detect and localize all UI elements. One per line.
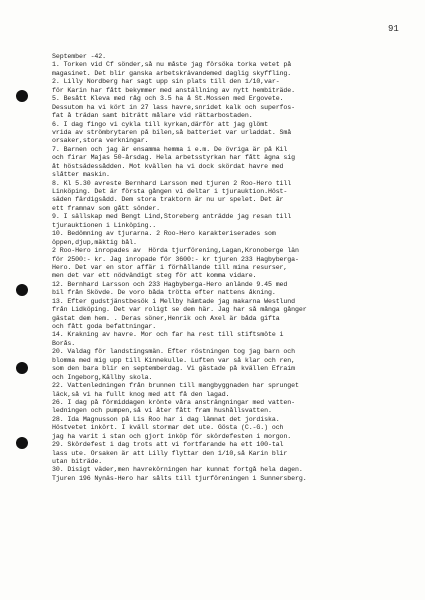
text-line: 26. I dag på förmiddagen krönte våra ansträngningar med vatten- bbox=[52, 398, 295, 406]
punch-hole bbox=[16, 90, 28, 102]
text-line: Linköping. Det är första gången vi deltar i tjurauktion.Höst- bbox=[52, 188, 288, 195]
text-line: 1. Torken vid Cf sönder,så nu måste jag försöka torka vetet på bbox=[52, 61, 292, 69]
text-line: läck,så vi ha fullt knog med att få den lagad. bbox=[52, 390, 230, 398]
text-line: bil från Skövde. De voro båda trötta efter nattens åkning. bbox=[52, 289, 276, 297]
text-line: gästat dem hem. . Deras söner,Henrik och Axel är båda gifta bbox=[52, 314, 280, 322]
text-line: 6. I dag fingo vi cykla till kyrkan,därför att jag glömt bbox=[52, 120, 268, 128]
text-line: 14. Krakning av havre. Mor och far ha rest till stiftsmöte i bbox=[52, 331, 284, 339]
text-line: för Karin har fått bekymmer med anställning av nytt hembiträde. bbox=[52, 86, 295, 94]
text-line: 28. Ida Magnusson på Lis Roo har i dag lämnat det jordiska. bbox=[52, 415, 280, 423]
text-line: fat å trädan samt biträtt målare vid rättarbostaden. bbox=[52, 112, 253, 120]
text-line: säden färdigsådd. Dem stora traktorn är nu ur spelet. Det är bbox=[52, 196, 284, 204]
text-line: från Lidköping. Det var roligt se dem här. Jag har så många gånger bbox=[52, 306, 307, 314]
text-line: för 2500:- kr. Jag inropade för 3600:- kr tjuren 233 Hagbyberga- bbox=[52, 255, 299, 263]
text-line: Höstvetet inkört. I kväll stormar det ute. Gösta (C.-G.) och bbox=[52, 424, 284, 432]
text-line: September -42. bbox=[52, 53, 106, 60]
text-line: 30. Disigt väder,men havrekörningen har kunnat fortgå hela dagen. bbox=[52, 466, 303, 474]
text-line: utan biträde. bbox=[52, 458, 103, 465]
text-line: 13. Efter gudstjänstbesök i Mellby hämtade jag makarna Westlund bbox=[52, 297, 295, 305]
text-line: Dessutom ha vi kört in 27 lass havre,snridet kalk och superfos- bbox=[52, 103, 295, 111]
text-line: 10. Bedömning av tjurarna. 2 Roo-Hero karakteriserades som bbox=[52, 230, 276, 238]
text-line: öppen,djup,mäktig bål. bbox=[52, 238, 137, 246]
text-line: jag ha varit i stan och gjort inköp för skördefesten i morgon. bbox=[52, 432, 292, 440]
text-line: som den bara blir en septemberdag. Vi gästade på kvällen Efraim bbox=[52, 365, 295, 373]
text-line: blomma med mig upp till Kinnekulle. Luften var så klar och ren, bbox=[52, 356, 295, 364]
text-line: Tjuren 196 Nynäs-Hero har sålts till tjurföreningen i Sunnersberg. bbox=[52, 474, 307, 482]
text-line: ledningen och pumpen,så vi åter fått fram hushållsvatten. bbox=[52, 407, 272, 415]
text-line: lass ute. Orsaken är att Lilly flyttar den 1/10,så Karin blir bbox=[52, 449, 288, 457]
text-line: magasinet. Det blir ganska arbetskrävandemed daglig skyffling. bbox=[52, 69, 292, 77]
text-line: orsaker,stora verkningar. bbox=[52, 137, 149, 145]
text-line: tjurauktionen i Linköping.. bbox=[52, 221, 157, 229]
text-line: 5. Besått Kleva med råg och 3.5 ha å St.Mossen med Ergovete. bbox=[52, 95, 284, 103]
text-line: 8. Kl 5.30 avreste Bernhard Larsson med tjuren 2 Roo-Hero till bbox=[52, 179, 292, 187]
punch-hole bbox=[16, 362, 28, 374]
text-line: 7. Barnen och jag är ensamma hemma i e.m. De övriga är på Kil bbox=[52, 145, 288, 153]
diary-text bbox=[52, 53, 412, 483]
text-line: Borås. bbox=[52, 339, 76, 347]
text-line: 20. Valdag för landstingsmän. Efter röstningen tog jag barn och bbox=[52, 348, 295, 356]
text-line: Hero. Det var en stor affär i förhållande till mina resurser, bbox=[52, 263, 288, 271]
text-line: och firar Majas 50-årsdag. Hela arbetsstyrkan har fått ägna sig bbox=[52, 154, 295, 162]
text-line: 9. I sällskap med Bengt Lind,Storeberg anträdde jag resan till bbox=[52, 213, 292, 221]
text-line: slåtter maskin. bbox=[52, 171, 110, 179]
text-line: ett framnav som gått sönder. bbox=[52, 204, 160, 212]
text-line: 12. Bernhard Larsson och 233 Hagbyberga-Hero anlände 9.45 med bbox=[52, 280, 288, 288]
punch-hole bbox=[16, 437, 28, 449]
text-line: och fått goda befattningar. bbox=[52, 323, 157, 330]
text-line: och Ingeborg,Källby skola. bbox=[52, 373, 153, 381]
text-line: men det var ett nödvändigt steg för att komma vidare. bbox=[52, 272, 257, 280]
text-line: vrida av strömbrytaren på bilen,så batteriet var urladdat. Små bbox=[52, 128, 292, 136]
text-line: 29. Skördefest i dag trots att vi fortfarande ha ett 100-tal bbox=[52, 441, 284, 449]
text-line: 22. Vattenledningen från brunnen till mangbyggnaden har sprunget bbox=[52, 382, 299, 390]
text-line: 2. Lilly Nordberg har sagt upp sin plats till den 1/10,var- bbox=[52, 78, 280, 86]
page-number: 91 bbox=[388, 24, 399, 34]
punch-hole bbox=[16, 284, 28, 296]
text-line: 2 Roo-Hero inropades av Hörda tjurförening,Lagan,Kronoberge län bbox=[52, 247, 299, 255]
text-line: åt höstsädessådden. Mot kvällen ha vi dock skördat havre med bbox=[52, 162, 284, 170]
